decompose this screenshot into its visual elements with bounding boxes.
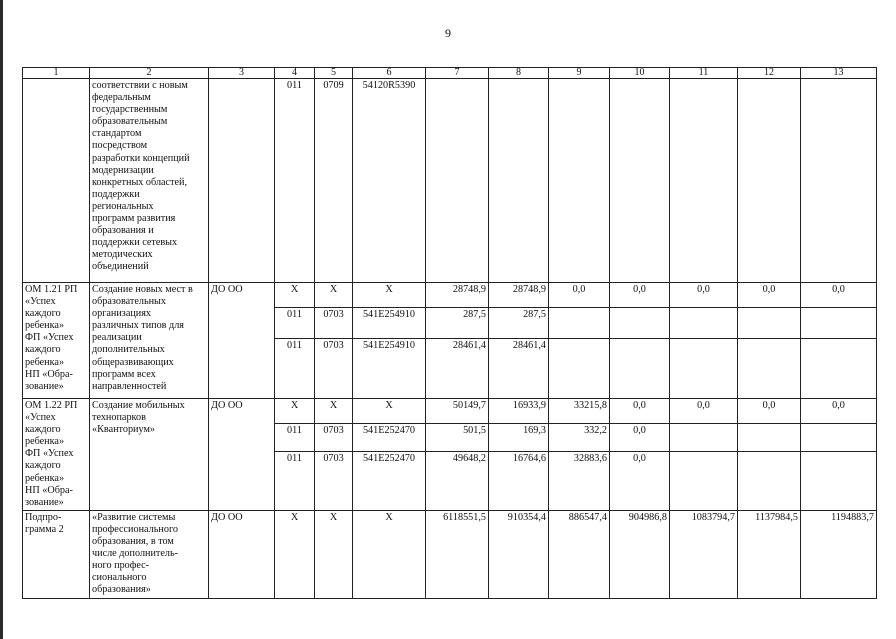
code-cell: Х	[275, 510, 315, 598]
row-name-cell: Подпро- грамма 2	[23, 510, 90, 598]
column-header: 7	[426, 68, 489, 79]
value-cell: 0,0	[801, 283, 877, 308]
value-cell: 904986,8	[610, 510, 670, 598]
value-cell	[801, 339, 877, 399]
value-cell	[801, 423, 877, 452]
value-cell	[549, 339, 610, 399]
value-cell: 33215,8	[549, 399, 610, 424]
value-cell	[670, 79, 738, 283]
value-cell: 28748,9	[489, 283, 549, 308]
value-cell	[801, 79, 877, 283]
code-cell: Х	[275, 283, 315, 308]
column-header: 11	[670, 68, 738, 79]
value-cell: 1194883,7	[801, 510, 877, 598]
row-name-cell: ОМ 1.22 РП «Успех каждого ребенка» ФП «Успех каждого ребенка» НП «Обра- зование»	[23, 399, 90, 511]
value-cell	[549, 79, 610, 283]
value-cell	[610, 79, 670, 283]
code-cell: 541E254910	[353, 339, 426, 399]
code-cell: 0703	[315, 339, 353, 399]
table-row-om-1-21-total	[23, 283, 877, 308]
value-cell: 0,0	[670, 283, 738, 308]
code-cell: 54120R5390	[353, 79, 426, 283]
code-cell: 541E252470	[353, 452, 426, 511]
column-header: 13	[801, 68, 877, 79]
code-cell: Х	[353, 510, 426, 598]
value-cell	[738, 79, 801, 283]
row-description-cell: Создание новых мест в образовательных организациях различных типов для реализации дополнительных общеразвивающих программ всех направленностей	[90, 283, 209, 399]
value-cell: 910354,4	[489, 510, 549, 598]
table-row-continuation	[23, 79, 877, 283]
table-row-subprogram-2	[23, 510, 877, 598]
row-description-cell: «Развитие системы профессионального образования, в том числе дополнитель- ного профес- сионального образования»	[90, 510, 209, 598]
column-header: 2	[90, 68, 209, 79]
column-header: 10	[610, 68, 670, 79]
page-number: 9	[445, 26, 451, 40]
row-description-cell: Создание мобильных технопарков «Кванториум»	[90, 399, 209, 511]
value-cell	[489, 79, 549, 283]
column-header: 6	[353, 68, 426, 79]
value-cell: 0,0	[801, 399, 877, 424]
executor-cell	[209, 79, 275, 283]
value-cell: 32883,6	[549, 452, 610, 511]
value-cell: 0,0	[610, 423, 670, 452]
value-cell	[610, 308, 670, 339]
row-name-cell: ОМ 1.21 РП «Успех каждого ребенка» ФП «Успех каждого ребенка» НП «Обра- зование»	[23, 283, 90, 399]
value-cell	[426, 79, 489, 283]
value-cell: 28461,4	[489, 339, 549, 399]
code-cell: Х	[353, 283, 426, 308]
code-cell: Х	[315, 510, 353, 598]
executor-cell: ДО ОО	[209, 510, 275, 598]
code-cell: 541E254910	[353, 308, 426, 339]
value-cell: 0,0	[610, 452, 670, 511]
row-name-cell	[23, 79, 90, 283]
executor-cell: ДО ОО	[209, 283, 275, 399]
column-number-row	[23, 68, 877, 79]
column-header: 8	[489, 68, 549, 79]
value-cell	[738, 423, 801, 452]
code-cell: 0709	[315, 79, 353, 283]
value-cell: 287,5	[489, 308, 549, 339]
code-cell: 0703	[315, 452, 353, 511]
value-cell	[549, 308, 610, 339]
value-cell: 0,0	[670, 399, 738, 424]
value-cell	[670, 308, 738, 339]
value-cell	[801, 452, 877, 511]
code-cell: 541E252470	[353, 423, 426, 452]
value-cell: 16764,6	[489, 452, 549, 511]
code-cell: Х	[315, 399, 353, 424]
value-cell: 6118551,5	[426, 510, 489, 598]
value-cell: 0,0	[610, 399, 670, 424]
value-cell	[610, 339, 670, 399]
value-cell: 16933,9	[489, 399, 549, 424]
value-cell: 287,5	[426, 308, 489, 339]
value-cell: 49648,2	[426, 452, 489, 511]
value-cell: 0,0	[738, 399, 801, 424]
value-cell: 28461,4	[426, 339, 489, 399]
value-cell: 28748,9	[426, 283, 489, 308]
value-cell: 332,2	[549, 423, 610, 452]
value-cell	[738, 452, 801, 511]
value-cell: 0,0	[738, 283, 801, 308]
value-cell: 1083794,7	[670, 510, 738, 598]
code-cell: Х	[315, 283, 353, 308]
code-cell: Х	[353, 399, 426, 424]
budget-table	[22, 67, 877, 599]
value-cell	[738, 339, 801, 399]
code-cell: Х	[275, 399, 315, 424]
code-cell: 011	[275, 339, 315, 399]
code-cell: 0703	[315, 308, 353, 339]
code-cell: 011	[275, 423, 315, 452]
column-header: 4	[275, 68, 315, 79]
value-cell: 886547,4	[549, 510, 610, 598]
code-cell: 0703	[315, 423, 353, 452]
column-header: 9	[549, 68, 610, 79]
scan-edge	[0, 0, 3, 639]
code-cell: 011	[275, 308, 315, 339]
value-cell: 50149,7	[426, 399, 489, 424]
code-cell: 011	[275, 79, 315, 283]
column-header: 1	[23, 68, 90, 79]
value-cell: 0,0	[610, 283, 670, 308]
column-header: 12	[738, 68, 801, 79]
value-cell	[670, 339, 738, 399]
value-cell: 1137984,5	[738, 510, 801, 598]
column-header: 3	[209, 68, 275, 79]
column-header: 5	[315, 68, 353, 79]
value-cell	[670, 452, 738, 511]
row-description-cell: соответствии с новым федеральным государственным образовательным стандартом посредством разработки концепций модернизации конкретных областей, поддержки региональных программ развития образования и поддержки сетевых методических объединений	[90, 79, 209, 283]
value-cell	[738, 308, 801, 339]
value-cell: 169,3	[489, 423, 549, 452]
executor-cell: ДО ОО	[209, 399, 275, 511]
value-cell	[670, 423, 738, 452]
code-cell: 011	[275, 452, 315, 511]
value-cell	[801, 308, 877, 339]
value-cell: 0,0	[549, 283, 610, 308]
table-row-om-1-22-total	[23, 399, 877, 424]
value-cell: 501,5	[426, 423, 489, 452]
